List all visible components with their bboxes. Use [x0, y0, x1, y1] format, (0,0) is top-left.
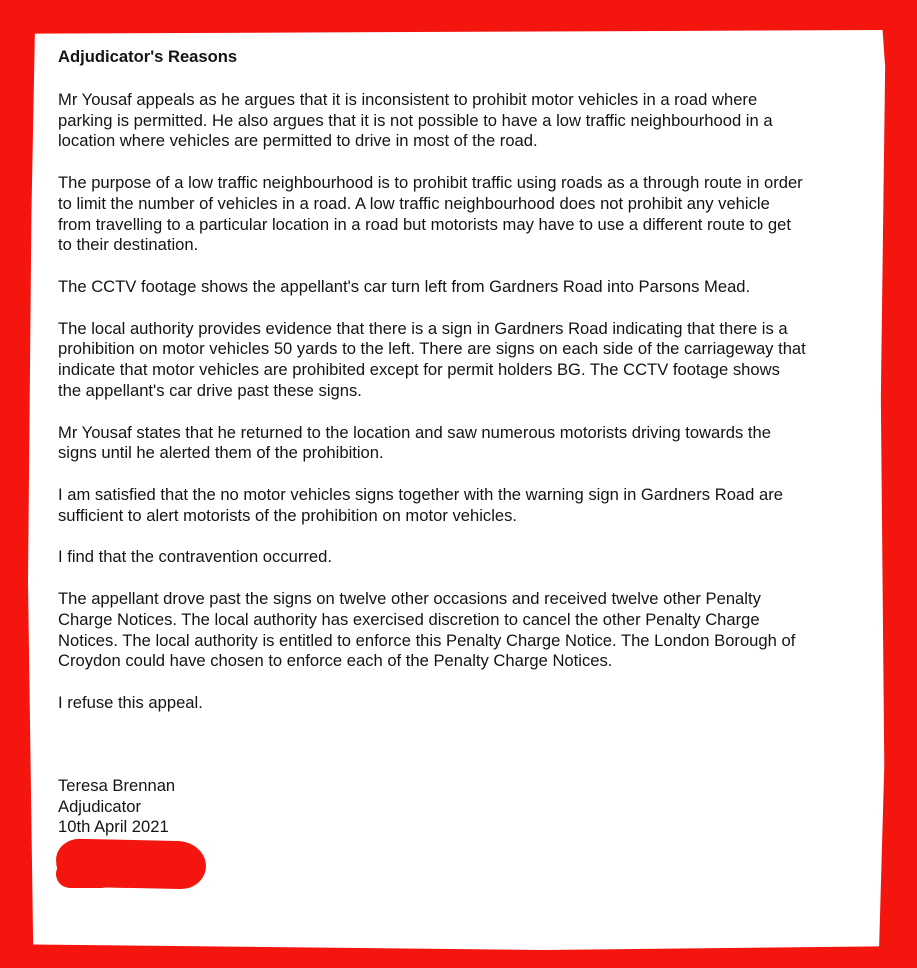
- paragraph-cctv-footage: The CCTV footage shows the appellant's car turn left from Gardners Road into Parsons Mead.: [58, 276, 751, 296]
- document-title: Adjudicator's Reasons: [58, 47, 238, 66]
- paragraph-contravention-finding: I find that the contravention occurred.: [58, 547, 332, 567]
- signature-block: [58, 776, 886, 838]
- paragraph-signage-evidence: The local authority provides evidence that there is a sign in Gardners Road indicating that there is a prohibition on motor vehicles 50 yards to the left. There are signs on each side of the carriageway that indicate that motor vehicles are prohibited except for permit holders BG. The CCTV footage shows the appellant's car drive past these signs.: [58, 318, 806, 400]
- paragraph-satisfied-signs: I am satisfied that the no motor vehicles signs together with the warning sign in Gardners Road are sufficient to alert motorists of the prohibition on motor vehicles.: [58, 484, 783, 525]
- redaction-mark: [56, 838, 207, 889]
- decision-date: 10th April 2021: [58, 817, 169, 837]
- paragraph-appellant-observation: Mr Yousaf states that he returned to the location and saw numerous motorists driving towards the signs until he alerted them of the prohibition.: [58, 422, 771, 463]
- adjudicator-role: Adjudicator: [58, 796, 142, 816]
- document-body: [58, 47, 886, 838]
- paragraph-decision: I refuse this appeal.: [58, 692, 203, 712]
- paragraph-appeal-grounds: Mr Yousaf appeals as he argues that it is inconsistent to prohibit motor vehicles in a road where parking is permitted. He also argues that it is not possible to have a low traffic neighbourhood in a location where vehicles are permitted to drive in most of the road.: [58, 89, 773, 151]
- paragraph-ltn-purpose: The purpose of a low traffic neighbourhood is to prohibit traffic using roads as a through route in order to limit the number of vehicles in a road. A low traffic neighbourhood does not prohibit any vehicle from travelling to a particular location in a road but motorists may have to use a different route to get to their destination.: [58, 172, 803, 255]
- paragraph-other-notices: The appellant drove past the signs on twelve other occasions and received twelve other Penalty Charge Notices. The local authority has exercised discretion to cancel the other Penalty Charge Notices. The local authority is entitled to enforce this Penalty Charge Notice. The London Borough of Croydon could have chosen to enforce each of the Penalty Charge Notices.: [58, 588, 796, 671]
- adjudicator-name: Teresa Brennan: [58, 775, 176, 795]
